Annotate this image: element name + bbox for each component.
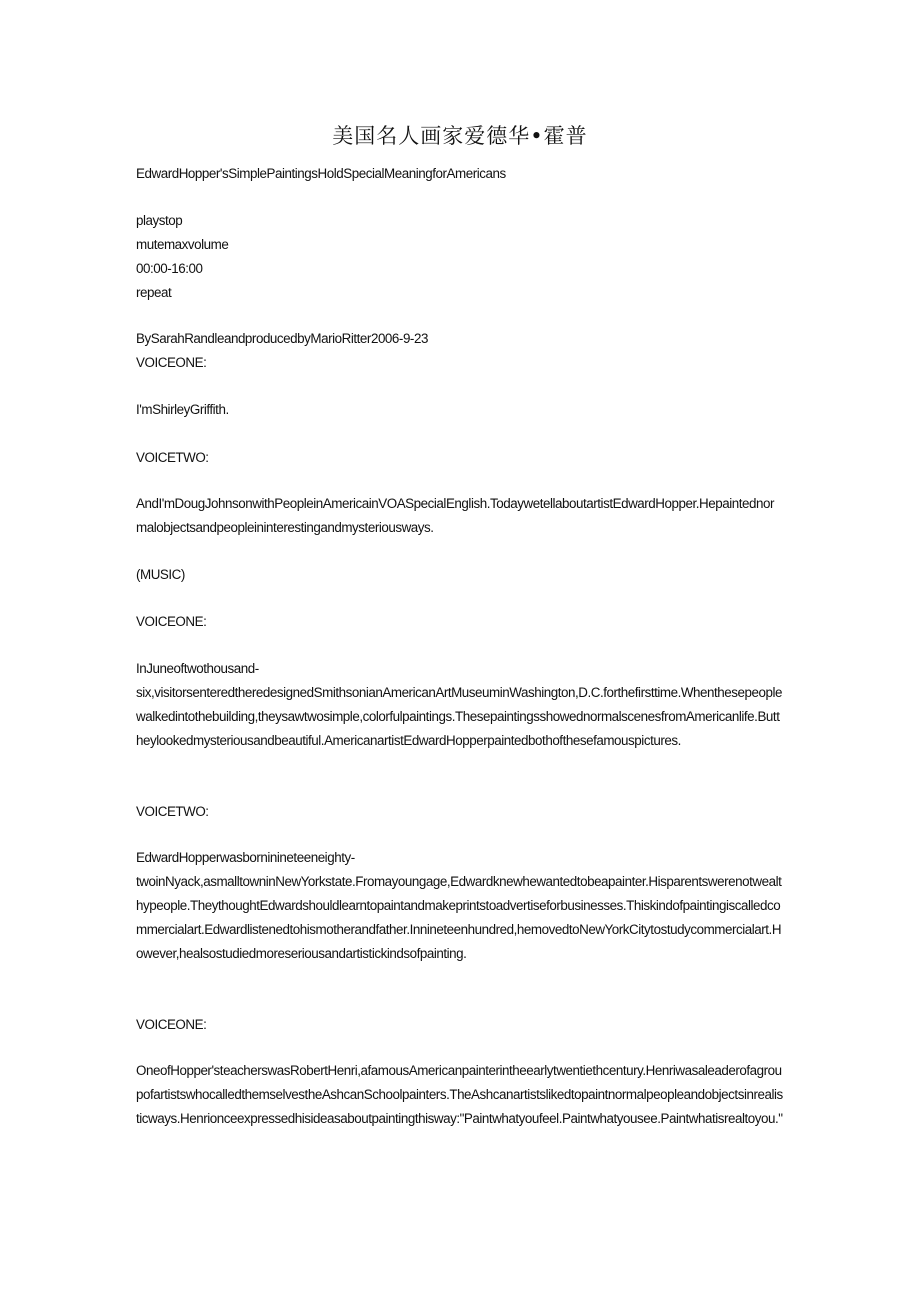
player-play-stop: playstop — [136, 213, 183, 228]
paragraph-text: six,visitorsenteredtheredesignedSmithsonianAmericanArtMuseuminWashington,D.C.forthefirsttime.Whenthesepeoplewalkedintothebuilding,theysawtwosimple,colorfulpaintings.ThesepaintingsshowednormalscenesfromAmericanlife.Buttheylookedmysteriousandbeautiful.AmericanartistEdwardHopperpaintedbothofthesefamouspictures. — [136, 685, 783, 748]
paragraph-text: OneofHopper'steacherswasRobertHenri,afamousAmericanpainterintheearlytwentiethcentury.HenriwasaleaderofagroupofartistswhocalledthemselvestheAshcanSchoolpainters.TheAshcanartistslikedtopaintnormalpeopleandobjectsinrealisticways.Henrionceexpressedhisideasaboutpaintingthisway:"Paintwhatyoufeel.Paintwhatyousee.Paintwhatisrealtoyou." — [136, 1063, 783, 1126]
speaker-label: VOICEONE: — [136, 614, 207, 629]
article-subtitle: EdwardHopper'sSimplePaintingsHoldSpecialMeaningforAmericans — [136, 166, 506, 181]
speaker-label: VOICETWO: — [136, 450, 209, 465]
speaker-label: VOICEONE: — [136, 355, 207, 370]
byline: BySarahRandleandproducedbyMarioRitter2006-9-23 — [136, 331, 428, 346]
player-repeat: repeat — [136, 285, 172, 300]
paragraph-first-line: InJuneoftwothousand- — [136, 661, 259, 676]
paragraph-text: AndI'mDougJohnsonwithPeopleinAmericainVOASpecialEnglish.TodaywetellaboutartistEdwardHopper.Hepaintednormalobjectsandpeopleininterestingandmysteriousways. — [136, 496, 775, 535]
speaker-label: VOICETWO: — [136, 804, 209, 819]
player-time: 00:00-16:00 — [136, 261, 203, 276]
paragraph-first-line: EdwardHopperwasborninineteeneighty- — [136, 850, 355, 865]
music-cue: (MUSIC) — [136, 567, 185, 582]
speaker-label: VOICEONE: — [136, 1017, 207, 1032]
paragraph-text: twoinNyack,asmalltowninNewYorkstate.Fromayoungage,Edwardknewhewantedtobeapainter.Hisparentswerenotwealthypeople.TheythoughtEdwardshouldlearntopaintandmakeprintstoadvertiseforbusinesses.Thiskindofpaintingiscalledcommercialart.Edwardlistenedtohismotherandfather.Innineteenhundred,hemovedtoNewYorkCitytostudycommercialart.However,healsostudiedmoreseriousandartistickindsofpainting. — [136, 874, 782, 961]
player-mute-volume: mutemaxvolume — [136, 237, 229, 252]
paragraph-text: I'mShirleyGriffith. — [136, 402, 229, 417]
document-title: 美国名人画家爱德华•霍普 — [332, 124, 588, 148]
